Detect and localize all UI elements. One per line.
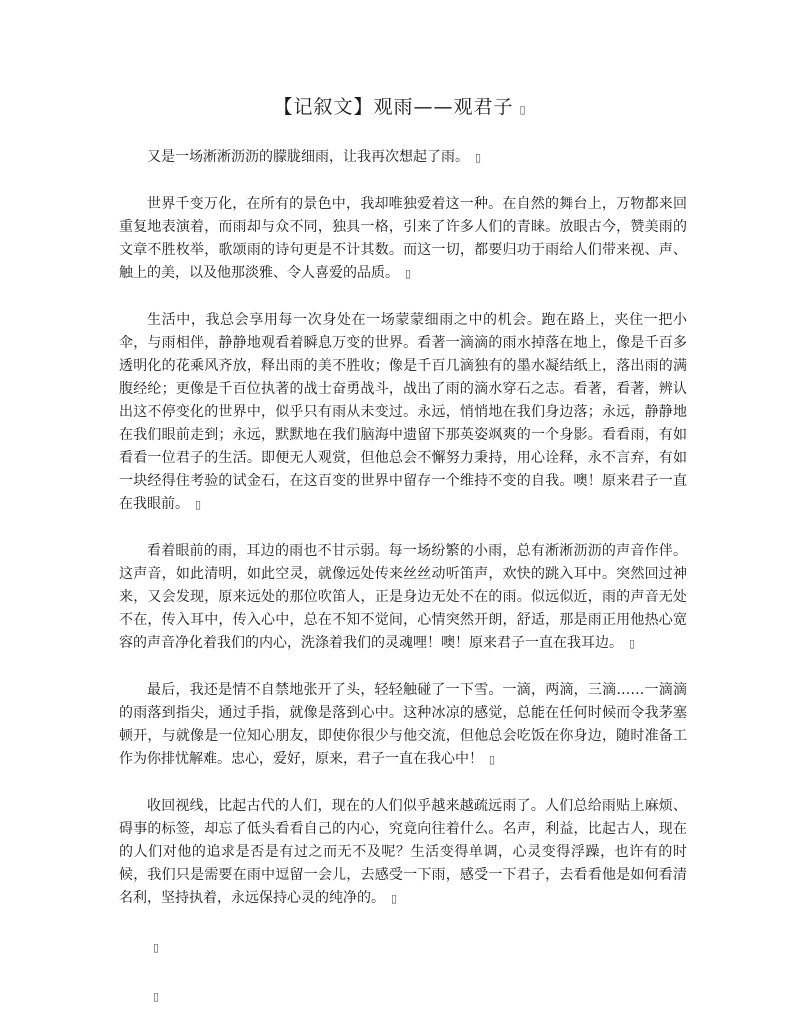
paragraph-mark-icon: ▯ (489, 753, 496, 766)
paragraph (119, 146, 687, 169)
paragraph (119, 679, 687, 771)
document-body (119, 146, 687, 1032)
paragraph (119, 193, 687, 285)
paragraph-mark-icon: ▯ (391, 892, 398, 905)
paragraph-text: 生活中，我总会享用每一次身处在一场蒙蒙细雨之中的机会。跑在路上，夹住一把小伞，与雨相伴，静静地观看着瞬息万变的世界。看著一滴滴的雨水掉落在地上，像是千百多透明化的花乘风齐放，释出雨的美不胜收；像是千百几滴独有的墨水凝结纸上，落出雨的满腹经纶；更像是千百位执著的战士奋勇战斗，战出了雨的滴水穿石之志。看著，看著，辨认出这不停变化的世界中，似乎只有雨从未变过。永远，悄悄地在我们身边落；永远，静静地在我们眼前走到；永远，默默地在我们脑海中遗留下那英姿飒爽的一个身影。看看雨，有如看看一位君子的生活。即便无人观赏，但他总会不懈努力秉持，用心诠释，永不言弃，有如一块经得住考验的试金石，在这百变的世界中留存一个维持不变的自我。噢！原来君子一直在我眼前。 (119, 312, 687, 512)
paragraph (119, 795, 687, 910)
paragraph-text: 收回视线，比起古代的人们，现在的人们似乎越来越疏远雨了。人们总给雨贴上麻烦、碍事的标签，却忘了低头看看自己的内心，究竟向往着什么。名声，利益，比起古人，现在的人们对他的追求是否是有过之而无不及呢？生活变得单调，心灵变得浮躁，也许有的时候，我们只是需要在雨中逗留一会儿，去感受一下雨，感受一下君子，去看看他是如何看清名利，坚持执着，永远保持心灵的纯净的。 (119, 798, 687, 906)
paragraph-mark-icon: ▯ (195, 498, 202, 511)
paragraph-mark-icon: ▯ (153, 990, 160, 1003)
paragraph (119, 540, 687, 655)
empty-paragraph (119, 936, 687, 959)
title-text: 【记叙文】观雨——观君子 (273, 96, 514, 118)
paragraph-text: 世界千变万化，在所有的景色中，我却唯独爱着这一种。在自然的舞台上，万物都来回重复地表演着，而雨却与众不同，独具一格，引来了许多人们的青睐。放眼古今，赞美雨的文章不胜枚举，歌颂雨的诗句更是不计其数。而这一切，都要归功于雨给人们带来视、声、触上的美，以及他那淡雅、令人喜爱的品质。 (119, 196, 687, 281)
paragraph (119, 309, 687, 516)
paragraph-mark-icon: ▯ (475, 151, 482, 164)
paragraph-mark-icon: ▯ (405, 267, 412, 280)
paragraph-text: 又是一场淅淅沥沥的朦胧细雨，让我再次想起了雨。 (147, 149, 469, 165)
empty-paragraph (119, 985, 687, 1008)
paragraph-mark-icon: ▯ (629, 637, 636, 650)
document-title (0, 92, 800, 119)
paragraph-text: 看着眼前的雨，耳边的雨也不甘示弱。每一场纷繁的小雨，总有淅淅沥沥的声音作伴。这声音，如此清明，如此空灵，就像远处传来丝丝动听笛声，欢快的跳入耳中。突然回过神来，又会发现，原来远处的那位吹笛人，正是身边无处不在的雨。似远似近，雨的声音无处不在，传入耳中，传入心中，总在不知不觉间，心情突然开朗，舒适，那是雨正用他热心宽容的声音净化着我们的内心，洗涤着我们的灵魂哩！噢！原来君子一直在我耳边。 (119, 543, 687, 651)
paragraph-text: 最后，我还是情不自禁地张开了头，轻轻触碰了一下雪。一滴，两滴，三滴……一滴滴的雨落到指尖，通过手指，就像是落到心中。这种冰凉的感觉，总能在任何时候而令我茅塞顿开，与就像是一位知心朋友，即使你很少与他交流，但他总会吃饭在你身边，随时准备工作为你排忧解难。忠心，爱好，原来，君子一直在我心中！ (119, 682, 687, 767)
paragraph-mark-icon: ▯ (153, 941, 160, 954)
paragraph-mark-icon: ▯ (519, 103, 527, 116)
